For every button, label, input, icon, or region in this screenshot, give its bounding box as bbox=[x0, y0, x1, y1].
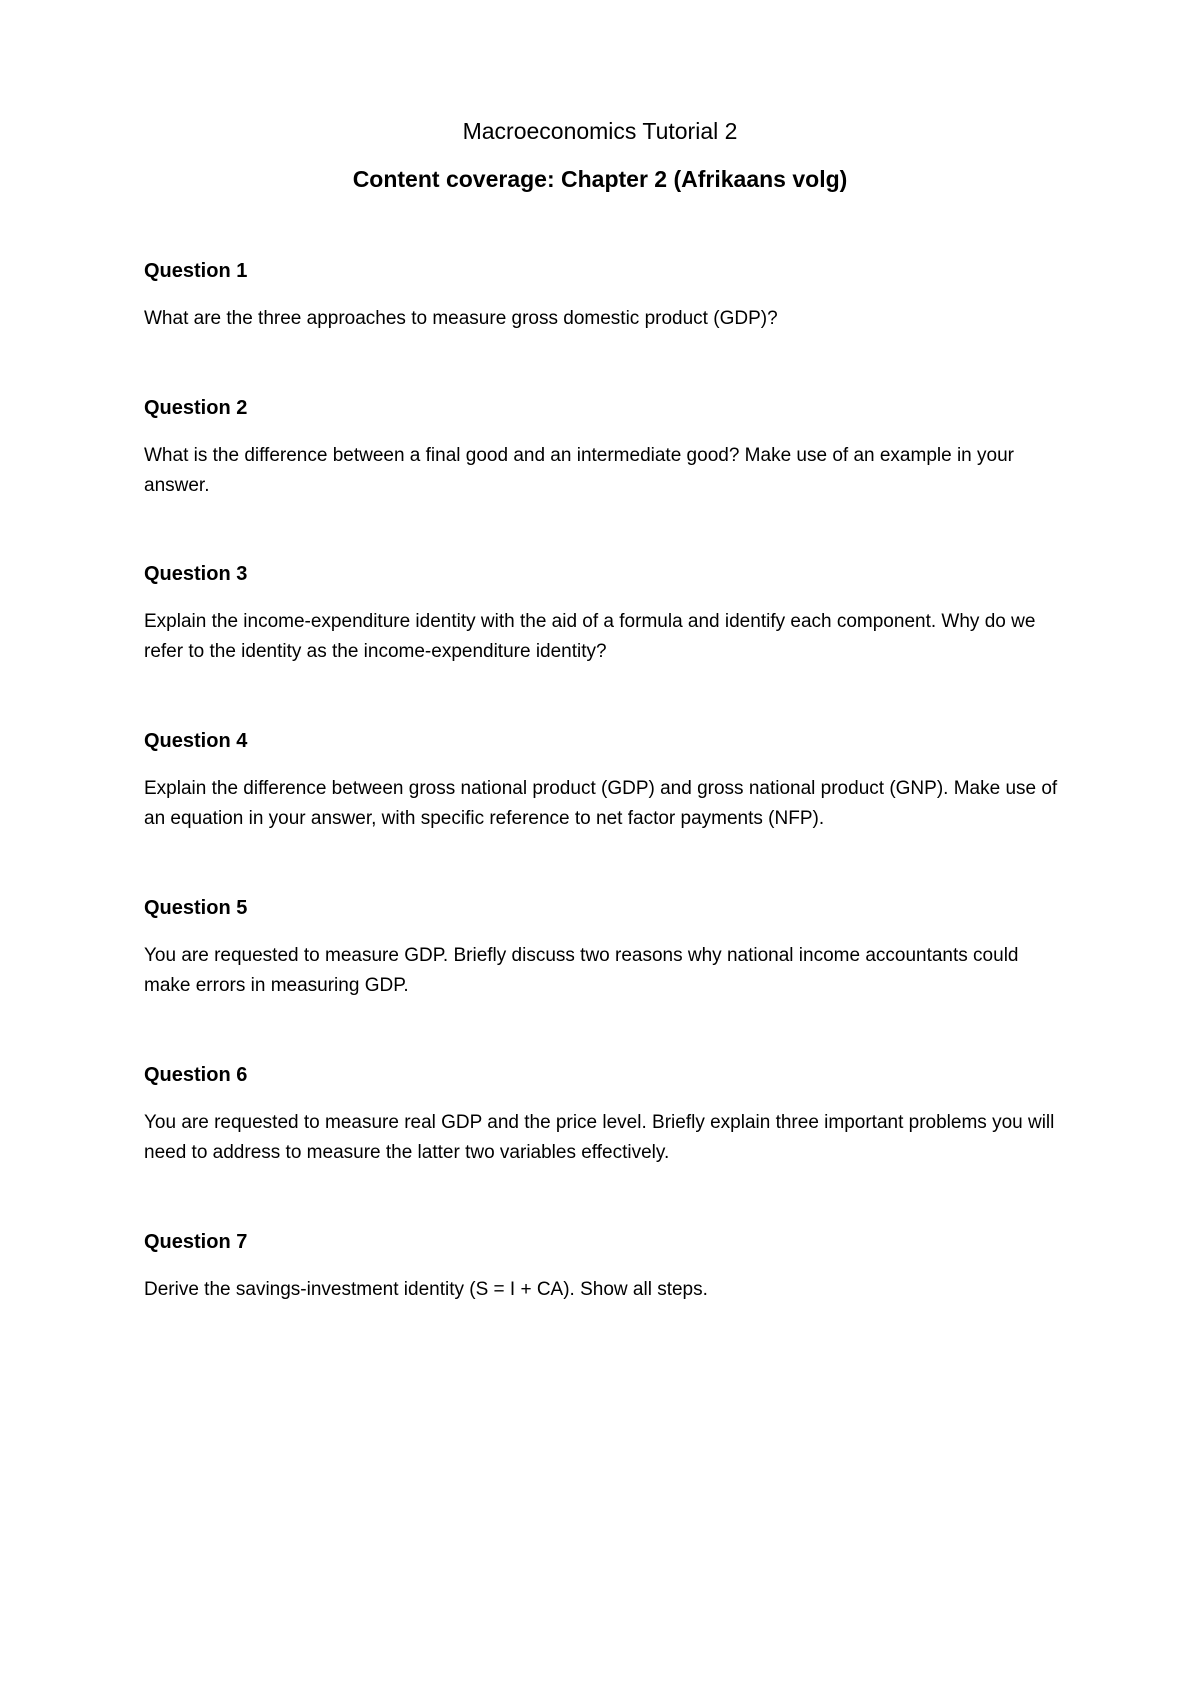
question-text: Explain the income-expenditure identity with the aid of a formula and identify each component. Why do we refer to the identity as the income-expenditure identity? bbox=[144, 611, 1036, 662]
question-6 bbox=[144, 1062, 1064, 1168]
question-3 bbox=[144, 561, 1064, 667]
question-text: Derive the savings-investment identity (S = I + CA). Show all steps. bbox=[144, 1279, 708, 1300]
question-heading: Question 3 bbox=[144, 563, 248, 585]
question-heading: Question 2 bbox=[144, 397, 248, 419]
question-heading: Question 4 bbox=[144, 730, 248, 752]
question-heading: Question 7 bbox=[144, 1231, 248, 1253]
question-text: You are requested to measure real GDP and the price level. Briefly explain three important problems you will need to address to measure the latter two variables effectively. bbox=[144, 1112, 1055, 1163]
question-heading: Question 5 bbox=[144, 897, 248, 919]
question-heading: Question 1 bbox=[144, 260, 248, 282]
question-1 bbox=[144, 258, 1064, 334]
document-title: Macroeconomics Tutorial 2 bbox=[462, 118, 738, 144]
question-2 bbox=[144, 395, 1064, 501]
question-text: What is the difference between a final good and an intermediate good? Make use of an example in your answer. bbox=[144, 445, 1014, 496]
question-heading: Question 6 bbox=[144, 1064, 248, 1086]
document-subtitle: Content coverage: Chapter 2 (Afrikaans volg) bbox=[352, 166, 848, 192]
question-7 bbox=[144, 1229, 1064, 1305]
question-text: Explain the difference between gross national product (GDP) and gross national product (GNP). Make use of an equation in your answer, with specific reference to net factor payments (NFP). bbox=[144, 778, 1058, 829]
question-5 bbox=[144, 895, 1064, 1001]
question-text: You are requested to measure GDP. Briefly discuss two reasons why national income accountants could make errors in measuring GDP. bbox=[144, 945, 1019, 996]
question-4 bbox=[144, 728, 1064, 834]
question-text: What are the three approaches to measure gross domestic product (GDP)? bbox=[144, 308, 778, 329]
